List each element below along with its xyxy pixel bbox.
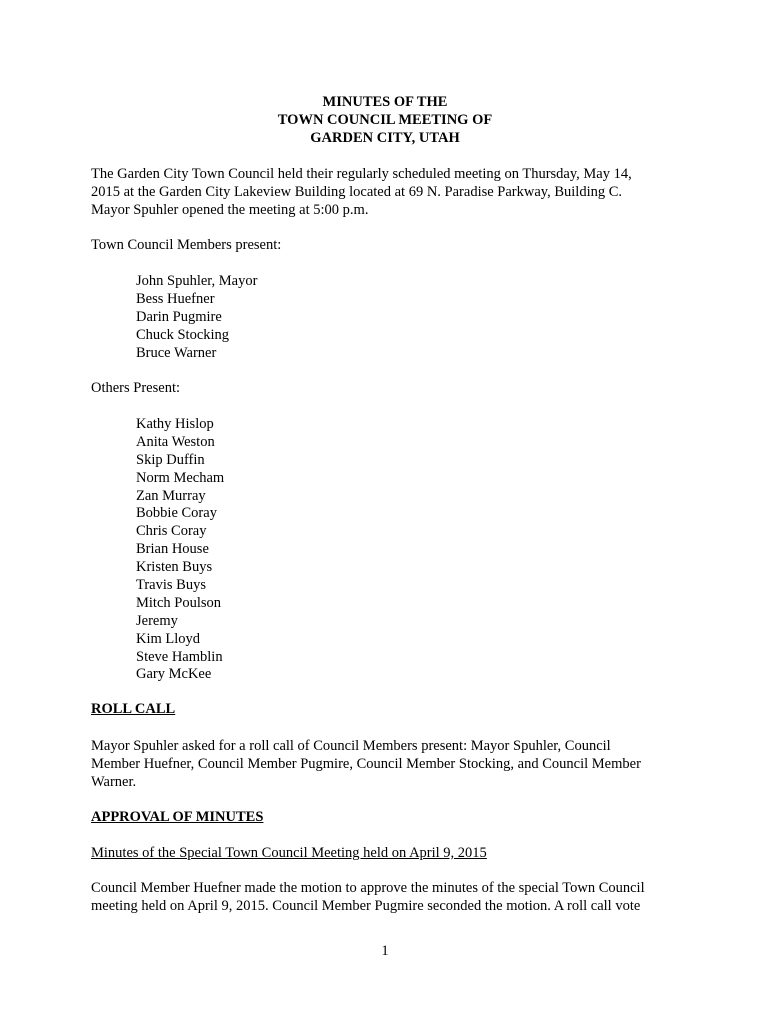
list-item: Brian House — [136, 541, 209, 558]
list-item: Bess Huefner — [136, 290, 215, 307]
others-present-list — [136, 415, 224, 683]
approval-line-2: meeting held on April 9, 2015. Council Member Pugmire seconded the motion. A roll call vote — [91, 898, 641, 914]
list-item: Kim Lloyd — [136, 630, 201, 647]
list-item: Zan Murray — [136, 487, 206, 504]
list-item: Steve Hamblin — [136, 648, 223, 665]
title-line-3: GARDEN CITY, UTAH — [310, 130, 460, 146]
others-present-label: Others Present: — [91, 380, 180, 396]
council-members-list — [136, 272, 257, 361]
list-item: Chris Coray — [136, 523, 207, 540]
roll-call-paragraph — [91, 737, 691, 791]
council-present-label: Town Council Members present: — [91, 237, 282, 253]
title-line-2: TOWN COUNCIL MEETING OF — [277, 112, 493, 128]
approval-line-1: Council Member Huefner made the motion to approve the minutes of the special Town Council — [91, 880, 645, 896]
list-item: Travis Buys — [136, 577, 206, 594]
approval-heading: APPROVAL OF MINUTES — [91, 809, 264, 825]
approval-subheading: Minutes of the Special Town Council Meeting held on April 9, 2015 — [91, 845, 487, 861]
list-item: Kathy Hislop — [136, 416, 214, 432]
intro-paragraph — [91, 165, 691, 219]
roll-call-line-2: Member Huefner, Council Member Pugmire, Council Member Stocking, and Council Member — [91, 756, 641, 772]
roll-call-line-3: Warner. — [91, 774, 137, 790]
page-number: 1 — [381, 943, 389, 959]
roll-call-line-1: Mayor Spuhler asked for a roll call of Council Members present: Mayor Spuhler, Council — [91, 738, 611, 754]
list-item: Gary McKee — [136, 666, 212, 683]
list-item: Mitch Poulson — [136, 594, 221, 611]
list-item: Darin Pugmire — [136, 308, 222, 325]
intro-line-2: 2015 at the Garden City Lakeview Building located at 69 N. Paradise Parkway, Building C. — [91, 184, 623, 200]
intro-line-1: The Garden City Town Council held their regularly scheduled meeting on Thursday, May 14, — [91, 166, 632, 182]
intro-line-3: Mayor Spuhler opened the meeting at 5:00 p.m. — [91, 202, 369, 218]
title-line-1: MINUTES OF THE — [322, 94, 448, 110]
list-item: Norm Mecham — [136, 469, 225, 486]
list-item: Bruce Warner — [136, 344, 217, 361]
roll-call-heading: ROLL CALL — [91, 701, 176, 717]
list-item: John Spuhler, Mayor — [136, 273, 258, 289]
list-item: Bobbie Coray — [136, 505, 217, 522]
document-title — [0, 93, 770, 147]
list-item: Skip Duffin — [136, 451, 205, 468]
list-item: Jeremy — [136, 612, 178, 629]
list-item: Kristen Buys — [136, 559, 213, 576]
approval-paragraph — [91, 879, 691, 915]
list-item: Chuck Stocking — [136, 326, 230, 343]
list-item: Anita Weston — [136, 433, 215, 450]
